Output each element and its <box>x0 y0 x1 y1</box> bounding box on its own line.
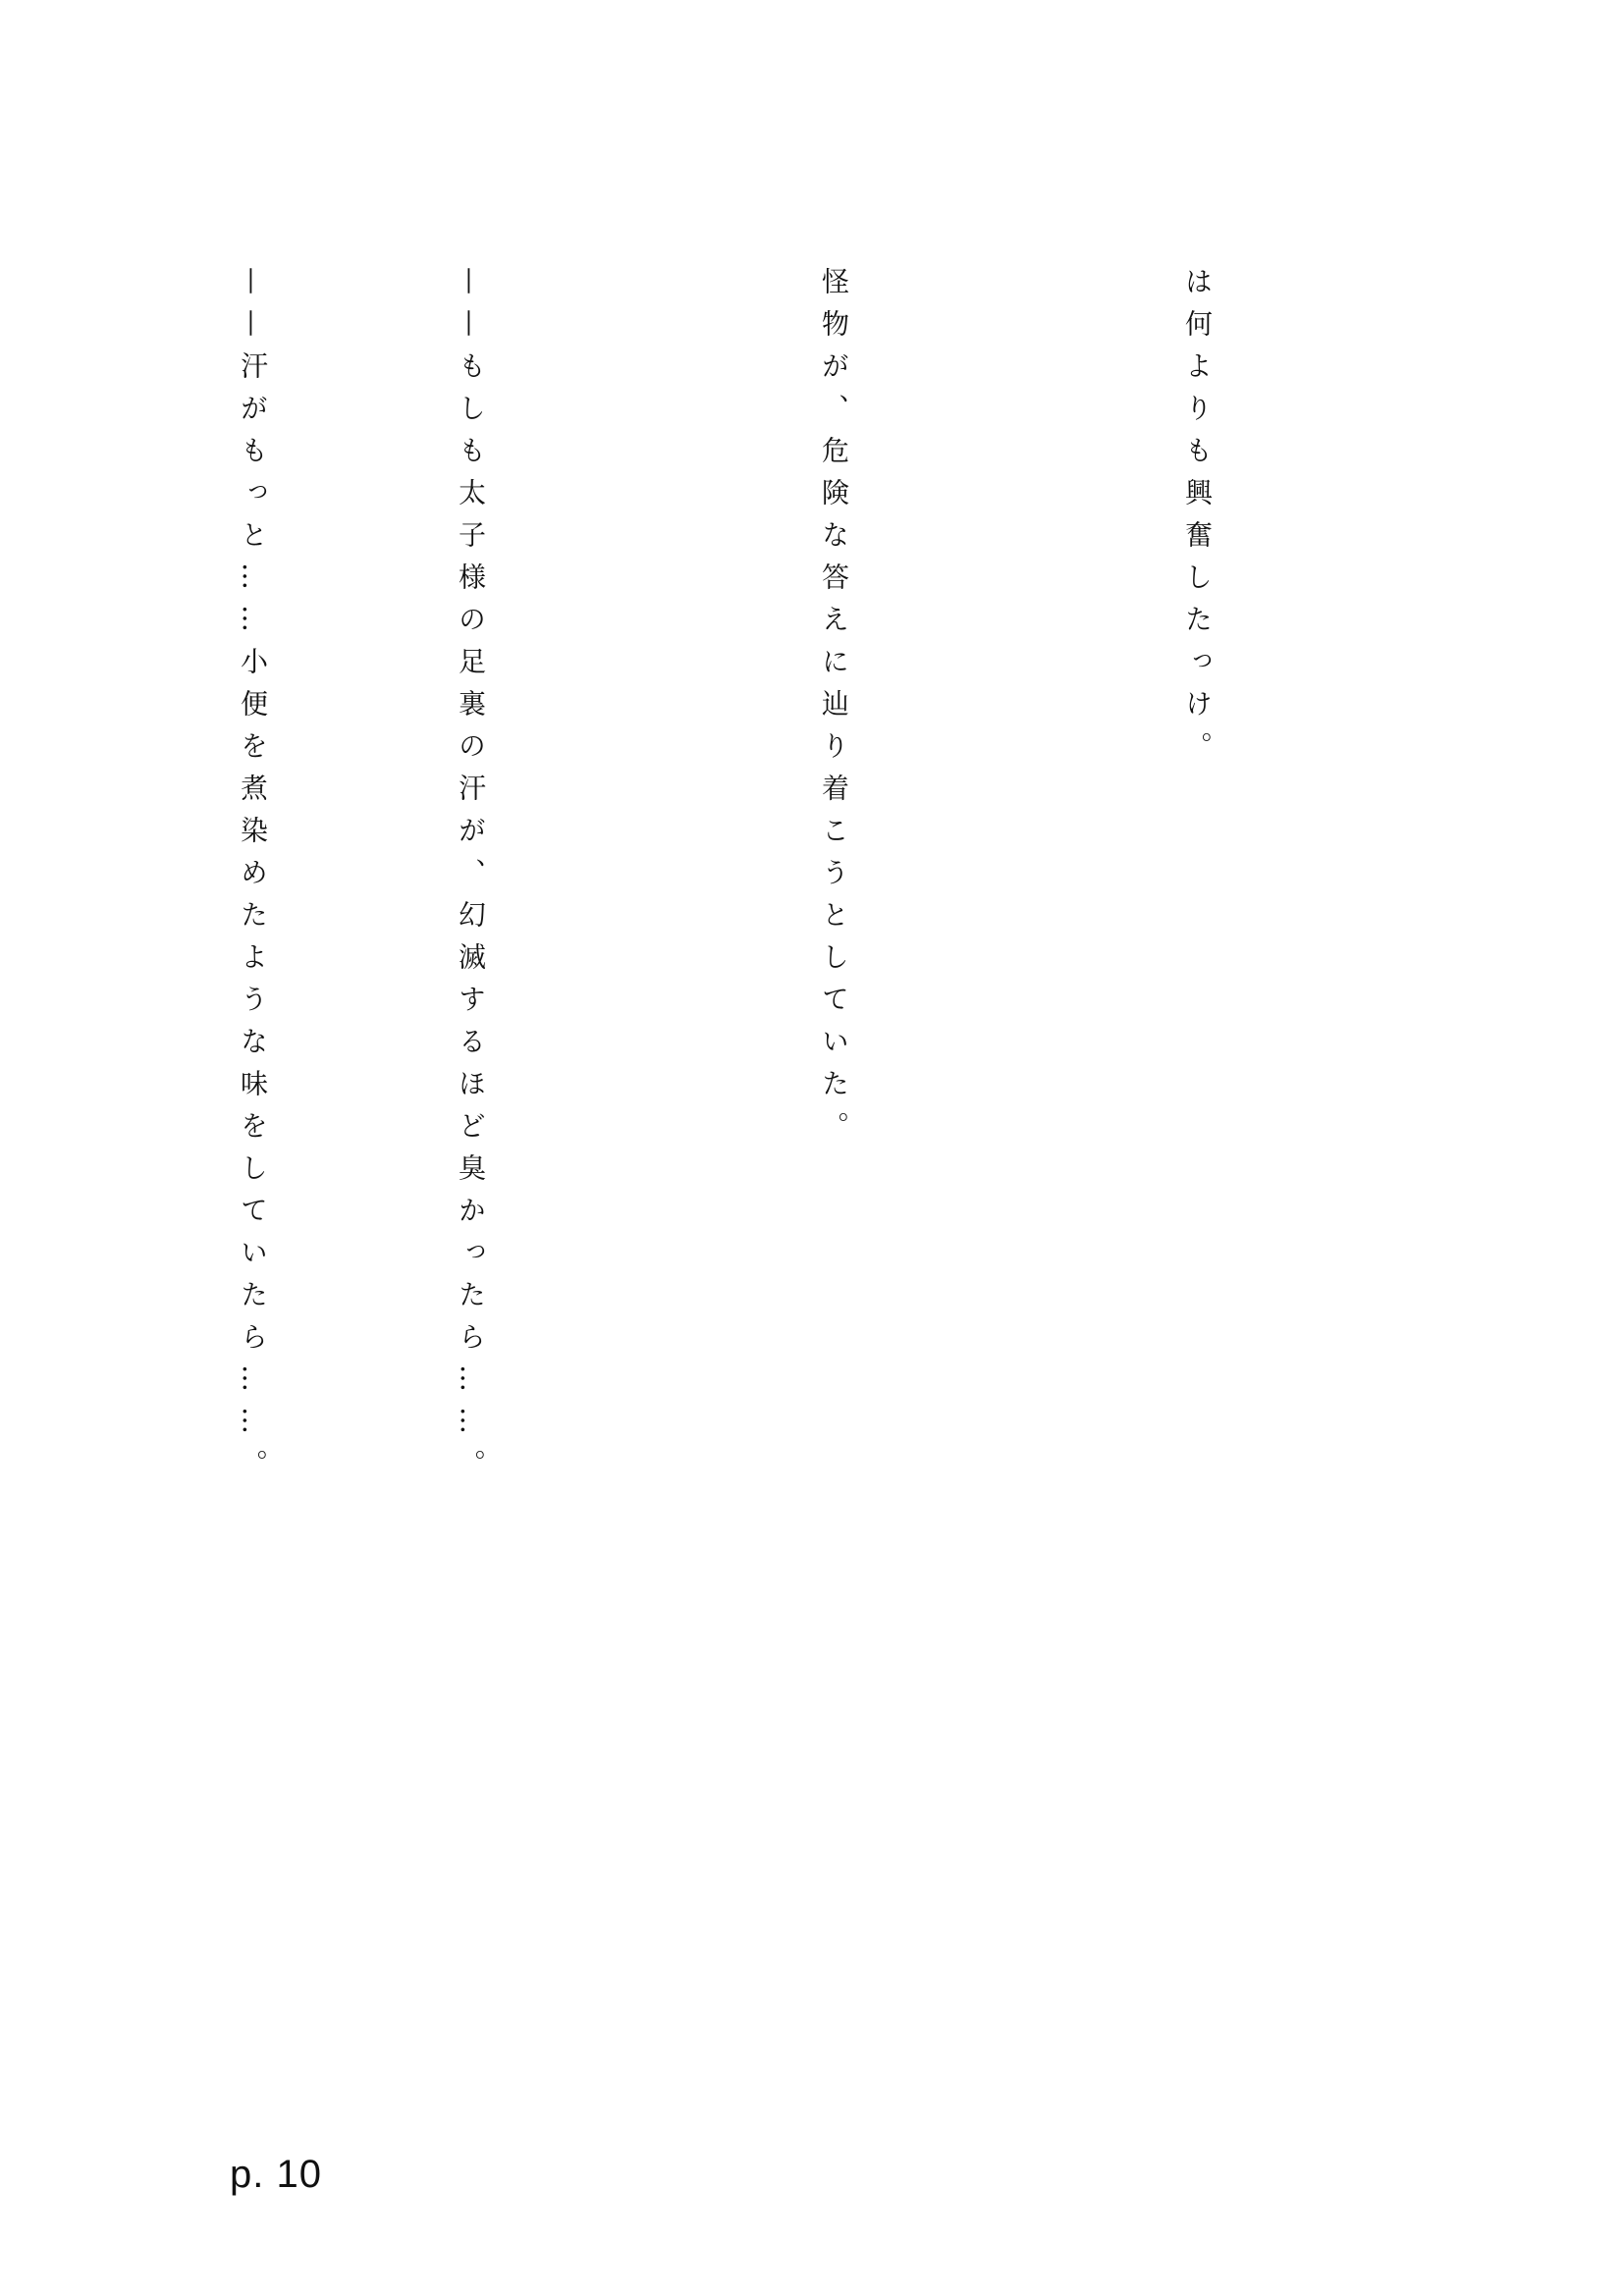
text-column: は何よりも興奮したっけ。 <box>1181 267 1214 774</box>
text-column: ——汗がもっと……小便を煮染めたような味をしていたら……。 <box>237 267 269 1491</box>
page-number: p. 10 <box>230 2153 322 2196</box>
text-column: ——もしも太子様の足裏の汗が、幻滅するほど臭かったら……。 <box>455 267 487 1491</box>
vertical-text-body <box>0 267 1379 2093</box>
text-column: 怪物が、危険な答えに辿り着こうとしていた。 <box>818 267 850 1153</box>
